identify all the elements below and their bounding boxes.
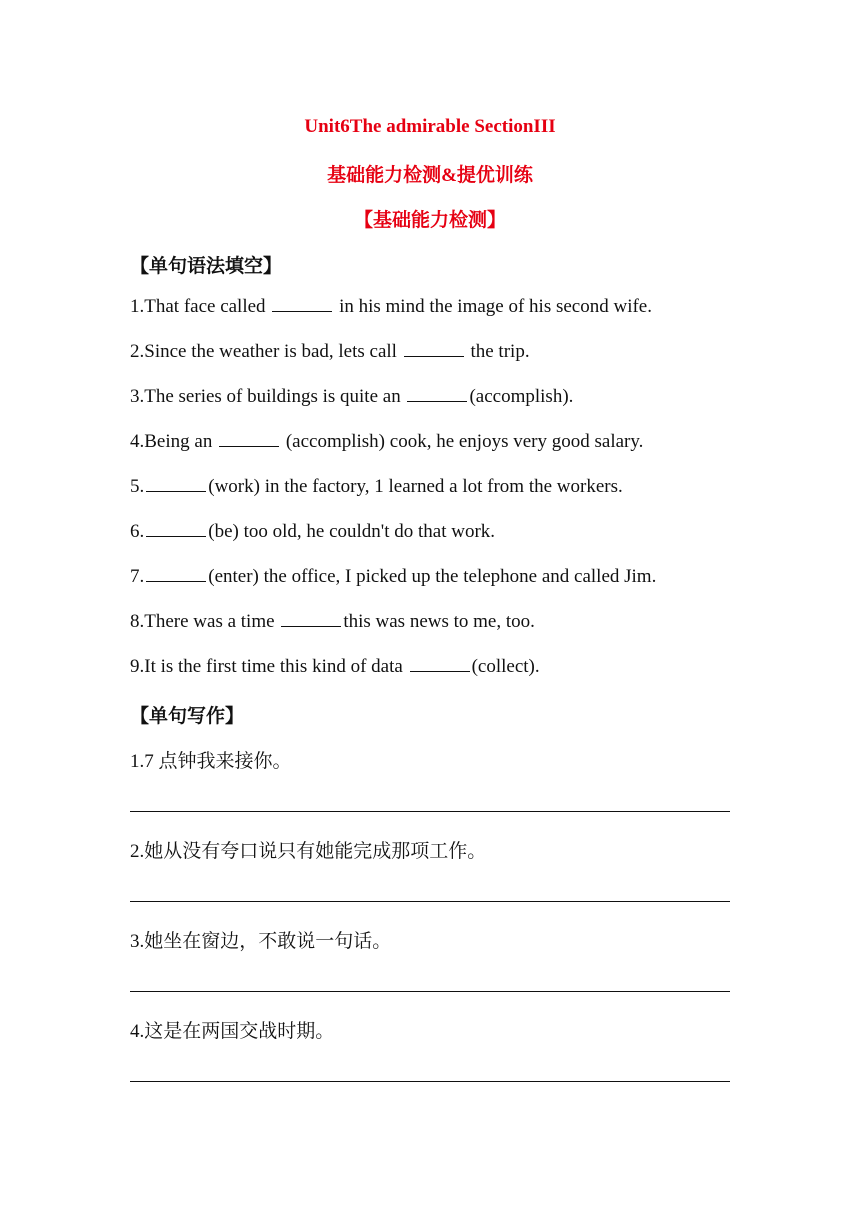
blank-input[interactable] xyxy=(407,400,467,402)
blank-input[interactable] xyxy=(146,580,206,582)
grammar-item: 1.That face called in his mind the image of his second wife. xyxy=(130,296,652,317)
blank-input[interactable] xyxy=(146,490,206,492)
page-subtitle: 基础能力检测&提优训练 xyxy=(327,165,533,186)
grammar-item: 9.It is the first time this kind of data (collect). xyxy=(130,656,540,677)
grammar-item: 8.There was a time this was news to me, too. xyxy=(130,611,535,632)
grammar-item: 6. (be) too old, he couldn't do that work. xyxy=(130,521,496,542)
answer-line[interactable] xyxy=(130,991,730,992)
grammar-item: 4.Being an (accomplish) cook, he enjoys very good salary. xyxy=(130,431,644,452)
writing-item: 3.她坐在窗边，不敢说一句话。 xyxy=(130,931,392,952)
writing-item: 2.她从没有夸口说只有她能完成那项工作。 xyxy=(130,841,487,862)
blank-input[interactable] xyxy=(146,535,206,537)
blank-input[interactable] xyxy=(410,670,470,672)
answer-line[interactable] xyxy=(130,901,730,902)
blank-input[interactable] xyxy=(404,355,464,357)
grammar-heading: 【单句语法填空】 xyxy=(130,256,283,277)
grammar-item: 2.Since the weather is bad, lets call the trip. xyxy=(130,341,530,362)
section-title: 【基础能力检测】 xyxy=(353,210,506,231)
blank-input[interactable] xyxy=(219,445,279,447)
writing-item: 1.7 点钟我来接你。 xyxy=(130,751,292,772)
answer-line[interactable] xyxy=(130,1081,730,1082)
grammar-item: 7. (enter) the office, I picked up the telephone and called Jim. xyxy=(130,566,657,587)
writing-item: 4.这是在两国交战时期。 xyxy=(130,1021,335,1042)
grammar-item: 5. (work) in the factory, 1 learned a lot from the workers. xyxy=(130,476,623,497)
blank-input[interactable] xyxy=(272,310,332,312)
answer-line[interactable] xyxy=(130,811,730,812)
blank-input[interactable] xyxy=(281,625,341,627)
writing-heading: 【单句写作】 xyxy=(130,706,245,727)
page-title: Unit6The admirable SectionIII xyxy=(304,116,556,137)
grammar-item: 3.The series of buildings is quite an (accomplish). xyxy=(130,386,574,407)
